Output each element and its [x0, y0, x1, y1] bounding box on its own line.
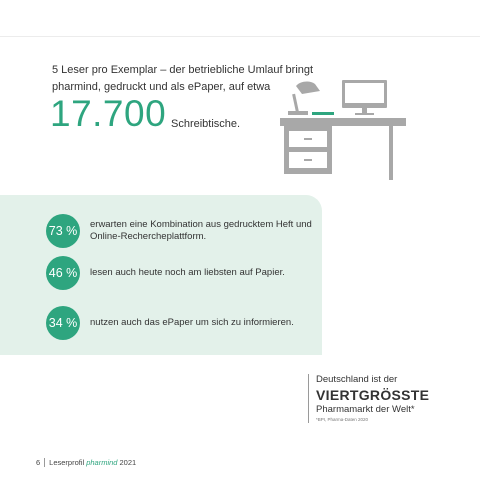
callout-footnote: *BPI, Pharma-Daten 2020 — [316, 417, 369, 422]
callout-line-3: Pharmamarkt der Welt* — [316, 404, 415, 415]
stat-text: nutzen auch das ePaper um sich zu informieren. — [90, 317, 294, 328]
intro-line-1: 5 Leser pro Exemplar – der betriebliche Umlauf bringt — [52, 64, 314, 76]
footer-year: 2021 — [119, 458, 137, 467]
headline-suffix: Schreibtische. — [171, 118, 241, 130]
page-footer — [36, 458, 136, 467]
stat-percent-badge: 34 % — [46, 306, 80, 340]
callout-highlight: VIERTGRÖSSTE — [316, 387, 430, 403]
desk-lamp-icon — [288, 82, 320, 115]
stat-text: erwarten eine Kombination aus gedrucktem Heft und Online-Rechercheplattform. — [90, 219, 312, 242]
stat-row — [46, 306, 315, 340]
market-callout — [308, 374, 436, 423]
stat-percent-badge: 73 % — [46, 214, 80, 248]
callout-line-1: Deutschland ist der — [316, 374, 398, 385]
top-divider — [0, 36, 480, 37]
headline-number: 17.700 — [50, 93, 167, 134]
stat-row — [46, 256, 315, 290]
monitor-icon — [342, 80, 387, 115]
stat-text: lesen auch heute noch am liebsten auf Papier. — [90, 267, 285, 278]
footer-divider — [44, 458, 45, 467]
intro-line-2: pharmind, gedruckt und als ePaper, auf etwa — [52, 81, 271, 93]
desk-icon — [280, 118, 406, 180]
desk-illustration — [280, 78, 406, 182]
footer-prefix: Leserprofil — [49, 458, 85, 467]
stat-percent-badge: 46 % — [46, 256, 80, 290]
stat-row — [46, 214, 315, 248]
footer-brand: pharmind — [86, 458, 118, 467]
page-number: 6 — [36, 458, 41, 467]
desk-book — [312, 112, 334, 115]
headline-figure — [50, 93, 241, 134]
